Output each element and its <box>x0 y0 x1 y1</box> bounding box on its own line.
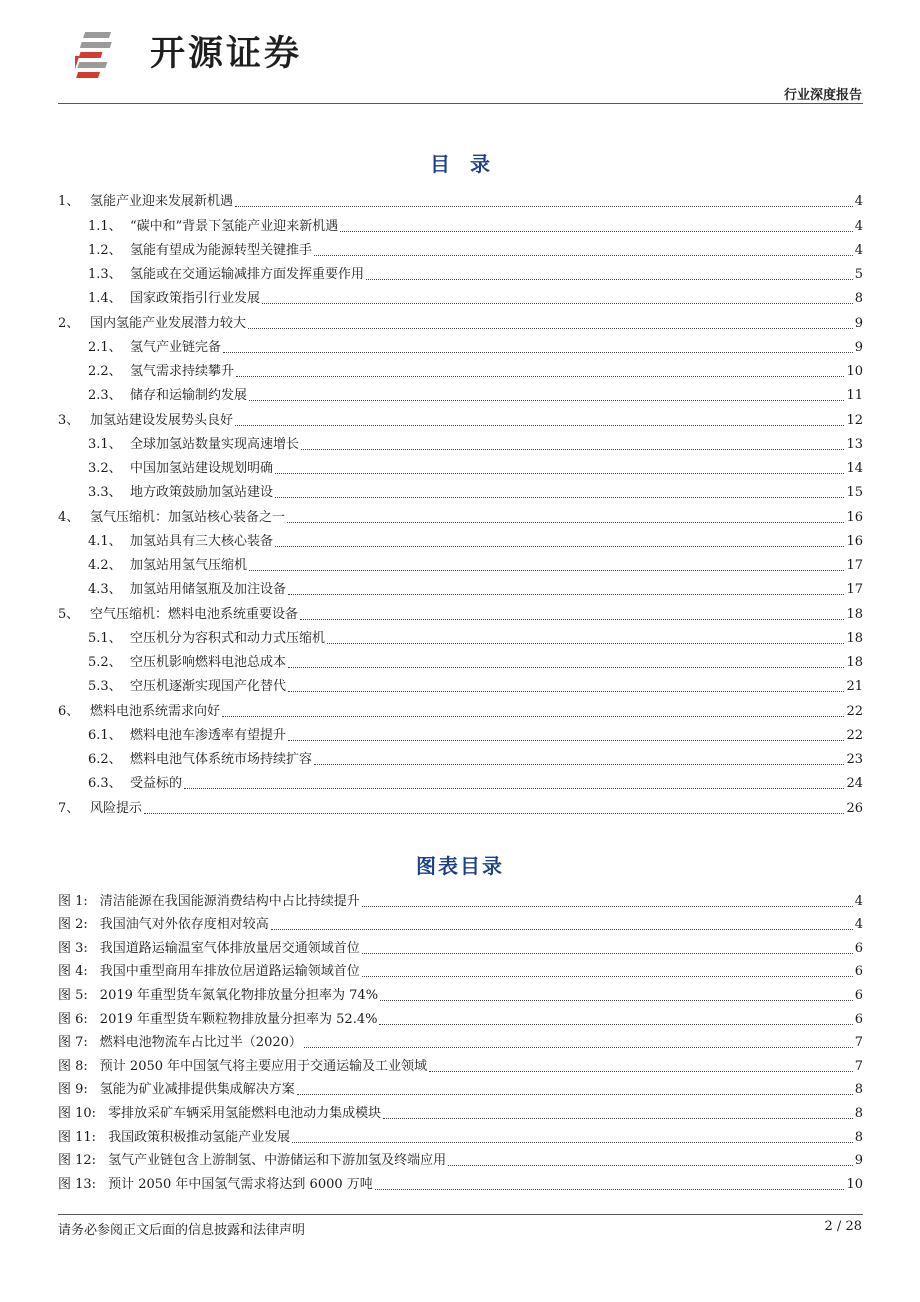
entry-title: 加氢站建设发展势头良好 <box>90 412 234 428</box>
entry-page-number: 9 <box>854 315 863 331</box>
entry-number: 图 10: <box>58 1105 97 1121</box>
entry-title: 燃料电池车渗透率有望提升 <box>130 727 287 743</box>
entry-page-number: 6 <box>854 964 863 980</box>
entry-page-number: 17 <box>846 582 863 598</box>
figure-entry[interactable] <box>58 933 863 957</box>
entry-title: 储存和运输制约发展 <box>130 388 248 404</box>
entry-number: 图 9: <box>58 1082 88 1098</box>
entry-number: 图 4: <box>58 964 88 980</box>
dot-leader <box>275 472 844 474</box>
figure-entry[interactable] <box>58 1169 863 1193</box>
dot-leader <box>297 1093 853 1095</box>
entry-number: 6.3、 <box>88 776 122 792</box>
figure-entry[interactable] <box>58 1122 863 1146</box>
dot-leader <box>292 1141 853 1143</box>
toc-entry[interactable] <box>58 477 863 501</box>
entry-page-number: 4 <box>854 917 863 933</box>
toc-entry[interactable] <box>58 380 863 404</box>
dot-leader <box>235 205 853 207</box>
entry-page-number: 4 <box>854 218 863 234</box>
entry-title: 空压机分为容积式和动力式压缩机 <box>130 630 326 646</box>
entry-page-number: 21 <box>846 679 863 695</box>
entry-title: 国内氢能产业发展潜力较大 <box>90 315 247 331</box>
entry-title: 国家政策指引行业发展 <box>130 291 261 307</box>
entry-page-number: 8 <box>854 1129 863 1145</box>
entry-number: 1.2、 <box>88 242 122 258</box>
toc-entry[interactable] <box>58 186 863 210</box>
entry-number: 5.3、 <box>88 679 122 695</box>
toc-entry[interactable] <box>58 720 863 744</box>
entry-title: 氢气产业链完备 <box>130 339 222 355</box>
dot-leader <box>375 1188 845 1190</box>
entry-number: 1.3、 <box>88 267 122 282</box>
entry-title: 氢气压缩机：加氢站核心装备之一 <box>90 509 286 525</box>
entry-number: 1.1、 <box>88 218 122 234</box>
figure-entry[interactable] <box>58 886 863 910</box>
entry-page-number: 18 <box>846 630 863 646</box>
entry-page-number: 9 <box>854 1153 863 1169</box>
figure-entry[interactable] <box>58 1075 863 1099</box>
entry-number: 4.3、 <box>88 582 122 598</box>
entry-number: 图 7: <box>58 1035 88 1051</box>
entry-page-number: 22 <box>846 703 863 719</box>
entry-title: 预计 2050 年中国氢气需求将达到 6000 万吨 <box>108 1176 373 1192</box>
entry-page-number: 8 <box>854 1082 863 1098</box>
table-of-contents <box>58 186 863 817</box>
dot-leader <box>314 254 853 256</box>
toc-title: 目录 <box>430 152 510 176</box>
figure-entry[interactable] <box>58 910 863 934</box>
toc-entry[interactable] <box>58 501 863 525</box>
entry-page-number: 6 <box>854 940 863 956</box>
entry-page-number: 16 <box>846 509 863 525</box>
toc-entry[interactable] <box>58 307 863 331</box>
entry-page-number: 10 <box>846 364 863 379</box>
entry-page-number: 12 <box>846 412 863 428</box>
dot-leader <box>249 399 844 401</box>
toc-entry[interactable] <box>58 332 863 356</box>
dot-leader <box>448 1164 853 1166</box>
entry-number: 2.2、 <box>88 364 122 379</box>
entry-number: 图 6: <box>58 1011 88 1027</box>
entry-page-number: 17 <box>846 558 863 573</box>
entry-page-number: 15 <box>846 485 863 501</box>
entry-number: 图 2: <box>58 917 88 933</box>
entry-page-number: 9 <box>854 339 863 355</box>
report-type-label: 行业深度报告 <box>783 88 862 103</box>
entry-number: 1.4、 <box>88 291 122 307</box>
entry-page-number: 6 <box>854 987 863 1003</box>
entry-title: 空压机逐渐实现国产化替代 <box>130 679 287 695</box>
entry-number: 图 13: <box>58 1176 97 1192</box>
brand-name: 开源证券 <box>150 34 303 74</box>
toc-entry[interactable] <box>58 768 863 792</box>
entry-number: 3、 <box>58 412 80 428</box>
entry-title: 氢能产业迎来发展新机遇 <box>90 194 234 210</box>
entry-title: 全球加氢站数量实现高速增长 <box>130 436 300 452</box>
entry-title: 加氢站用氢气压缩机 <box>130 558 248 573</box>
toc-entry[interactable] <box>58 404 863 428</box>
entry-number: 3.2、 <box>88 461 122 476</box>
entry-title: 加氢站具有三大核心装备 <box>130 533 274 549</box>
page-header <box>0 0 920 108</box>
entry-title: 我国道路运输温室气体排放量居交通领域首位 <box>99 940 360 956</box>
toc-entry[interactable] <box>58 574 863 598</box>
toc-entry[interactable] <box>58 356 863 380</box>
toc-entry[interactable] <box>58 792 863 816</box>
entry-title: 氢能或在交通运输减排方面发挥重要作用 <box>130 267 365 282</box>
entry-number: 2.3、 <box>88 388 122 404</box>
figure-entry[interactable] <box>58 980 863 1004</box>
dot-leader <box>314 763 844 765</box>
dot-leader <box>301 448 844 450</box>
dot-leader <box>304 1046 853 1048</box>
dot-leader <box>271 928 853 930</box>
entry-page-number: 24 <box>846 776 863 792</box>
entry-title: 中国加氢站建设规划明确 <box>130 461 274 476</box>
entry-page-number: 5 <box>854 267 863 282</box>
footer-disclaimer: 请务必参阅正文后面的信息披露和法律声明 <box>58 1223 306 1238</box>
entry-number: 5.1、 <box>88 630 122 646</box>
dot-leader <box>340 230 852 232</box>
dot-leader <box>275 496 844 498</box>
entry-number: 图 5: <box>58 987 88 1003</box>
entry-number: 图 3: <box>58 940 88 956</box>
entry-number: 4.1、 <box>88 533 122 549</box>
entry-title: 预计 2050 年中国氢气将主要应用于交通运输及工业领域 <box>99 1058 428 1074</box>
dot-leader <box>287 521 844 523</box>
header-divider <box>58 103 863 104</box>
toc-entry[interactable] <box>58 623 863 647</box>
toc-entry[interactable] <box>58 647 863 671</box>
entry-title: 受益标的 <box>130 776 183 792</box>
entry-page-number: 18 <box>846 655 863 670</box>
entry-title: 零排放采矿车辆采用氢能燃料电池动力集成模块 <box>108 1105 382 1121</box>
entry-page-number: 4 <box>854 893 863 909</box>
entry-page-number: 18 <box>846 606 863 622</box>
entry-number: 6.1、 <box>88 727 122 743</box>
toc-entry[interactable] <box>58 235 863 259</box>
dot-leader <box>222 715 844 717</box>
entry-page-number: 4 <box>854 194 863 210</box>
figure-entry[interactable] <box>58 1051 863 1075</box>
figure-entry[interactable] <box>58 1146 863 1170</box>
toc-entry[interactable] <box>58 210 863 234</box>
figure-entry[interactable] <box>58 1028 863 1052</box>
toc-entry[interactable] <box>58 259 863 283</box>
kaiyuan-logo-icon <box>75 26 135 86</box>
footer-divider <box>58 1214 863 1215</box>
entry-number: 6、 <box>58 703 80 719</box>
entry-title: 2019 年重型货车氮氧化物排放量分担率为 74% <box>99 987 379 1003</box>
entry-title: 风险提示 <box>90 800 143 816</box>
dot-leader <box>223 351 853 353</box>
dot-leader <box>379 1023 852 1025</box>
dot-leader <box>248 327 853 329</box>
entry-number: 4、 <box>58 509 80 525</box>
entry-title: 我国油气对外依存度相对较高 <box>99 917 269 933</box>
dot-leader <box>184 787 844 789</box>
dot-leader <box>288 593 844 595</box>
entry-title: 2019 年重型货车颗粒物排放量分担率为 52.4% <box>99 1011 378 1027</box>
entry-number: 3.3、 <box>88 485 122 501</box>
toc-entry[interactable] <box>58 283 863 307</box>
toc-entry[interactable] <box>58 598 863 622</box>
dot-leader <box>300 618 844 620</box>
entry-title: 氢气产业链包含上游制氢、中游储运和下游加氢及终端应用 <box>108 1153 447 1169</box>
entry-title: 氢能为矿业减排提供集成解决方案 <box>99 1082 295 1098</box>
toc-entry[interactable] <box>58 550 863 574</box>
entry-number: 4.2、 <box>88 558 122 573</box>
entry-number: 1、 <box>58 194 80 210</box>
entry-page-number: 4 <box>854 242 863 258</box>
entry-title: “碳中和”背景下氢能产业迎来新机遇 <box>130 218 339 234</box>
entry-title: 空气压缩机：燃料电池系统重要设备 <box>90 606 299 622</box>
dot-leader <box>249 569 844 571</box>
toc-entry[interactable] <box>58 744 863 768</box>
entry-number: 2、 <box>58 315 80 331</box>
toc-entry[interactable] <box>58 429 863 453</box>
dot-leader <box>144 812 844 814</box>
entry-page-number: 13 <box>846 436 863 452</box>
entry-number: 图 1: <box>58 893 88 909</box>
entry-page-number: 26 <box>846 800 863 816</box>
dot-leader <box>288 739 844 741</box>
toc-entry[interactable] <box>58 526 863 550</box>
figures-title: 图表目录 <box>416 854 504 878</box>
dot-leader <box>429 1070 853 1072</box>
toc-entry[interactable] <box>58 453 863 477</box>
entry-page-number: 6 <box>854 1011 863 1027</box>
entry-number: 3.1、 <box>88 436 122 452</box>
entry-title: 空压机影响燃料电池总成本 <box>130 655 287 670</box>
dot-leader <box>362 975 853 977</box>
entry-number: 图 11: <box>58 1129 97 1145</box>
entry-title: 地方政策鼓励加氢站建设 <box>130 485 274 501</box>
entry-number: 图 8: <box>58 1058 88 1074</box>
entry-page-number: 10 <box>846 1176 863 1192</box>
figure-entry[interactable] <box>58 1098 863 1122</box>
dot-leader <box>366 278 853 280</box>
entry-number: 2.1、 <box>88 339 122 355</box>
entry-page-number: 14 <box>846 461 863 476</box>
dot-leader <box>288 666 844 668</box>
entry-title: 加氢站用储氢瓶及加注设备 <box>130 582 287 598</box>
dot-leader <box>275 545 844 547</box>
figure-list <box>58 886 863 1193</box>
entry-page-number: 23 <box>846 752 863 767</box>
entry-title: 燃料电池气体系统市场持续扩容 <box>130 752 313 767</box>
toc-entry[interactable] <box>58 695 863 719</box>
dot-leader <box>327 642 844 644</box>
entry-title: 氢气需求持续攀升 <box>130 364 235 379</box>
dot-leader <box>235 424 844 426</box>
dot-leader <box>236 375 844 377</box>
entry-number: 5、 <box>58 606 80 622</box>
entry-number: 图 12: <box>58 1153 97 1169</box>
entry-title: 燃料电池物流车占比过半（2020） <box>99 1035 302 1051</box>
page-number: 2 / 28 <box>824 1219 862 1234</box>
entry-title: 我国政策积极推动氢能产业发展 <box>108 1129 291 1145</box>
figure-entry[interactable] <box>58 957 863 981</box>
figure-entry[interactable] <box>58 1004 863 1028</box>
entry-page-number: 7 <box>854 1035 863 1051</box>
entry-page-number: 11 <box>846 388 863 404</box>
dot-leader <box>362 952 853 954</box>
entry-number: 7、 <box>58 800 80 816</box>
entry-page-number: 22 <box>846 727 863 743</box>
dot-leader <box>262 302 853 304</box>
entry-number: 6.2、 <box>88 752 122 767</box>
entry-title: 燃料电池系统需求向好 <box>90 703 221 719</box>
toc-entry[interactable] <box>58 671 863 695</box>
entry-number: 5.2、 <box>88 655 122 670</box>
dot-leader <box>288 690 844 692</box>
dot-leader <box>362 905 853 907</box>
entry-title: 氢能有望成为能源转型关键推手 <box>130 242 313 258</box>
entry-page-number: 16 <box>846 533 863 549</box>
dot-leader <box>383 1117 853 1119</box>
dot-leader <box>380 999 853 1001</box>
entry-page-number: 7 <box>854 1058 863 1074</box>
entry-page-number: 8 <box>854 291 863 307</box>
entry-title: 清洁能源在我国能源消费结构中占比持续提升 <box>99 893 360 909</box>
entry-page-number: 8 <box>854 1105 863 1121</box>
entry-title: 我国中重型商用车排放位居道路运输领域首位 <box>99 964 360 980</box>
